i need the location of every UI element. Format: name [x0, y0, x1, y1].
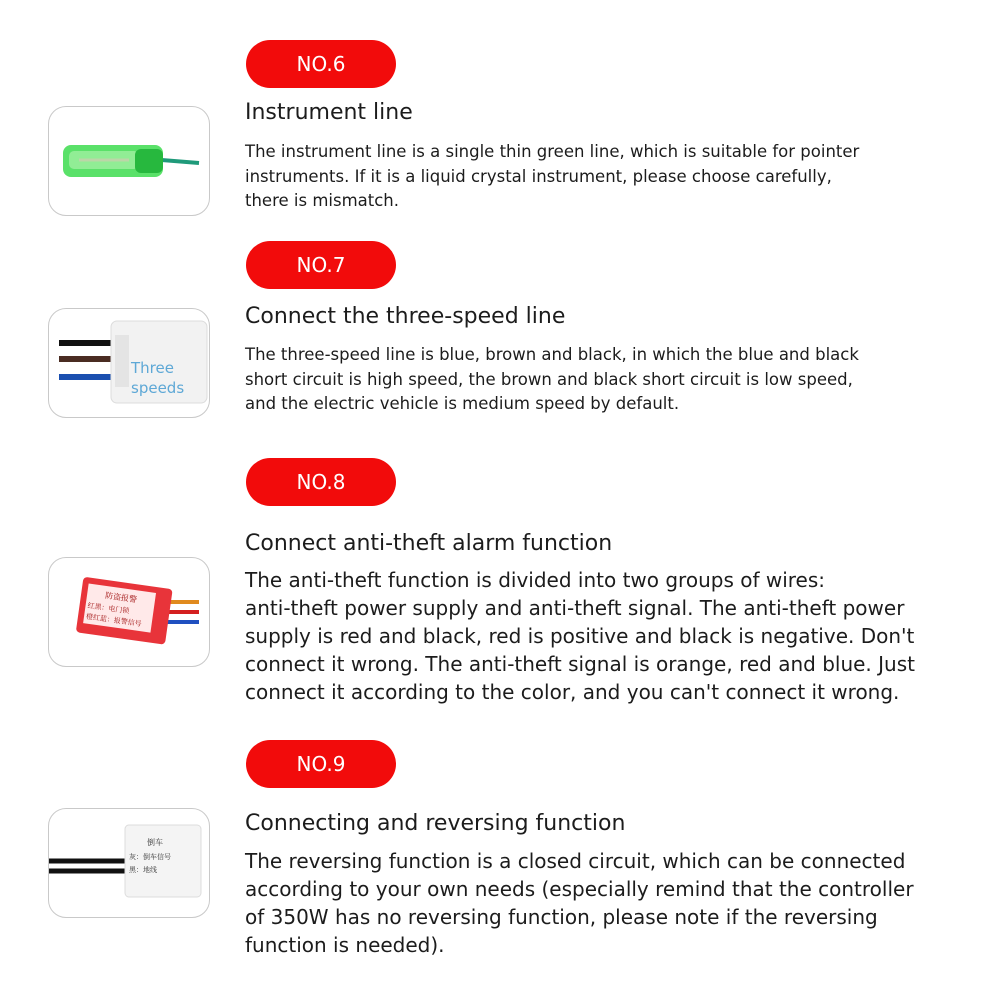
desc-line: short circuit is high speed, the brown and black short circuit is low speed,: [245, 369, 853, 389]
desc-line: according to your own needs (especially remind that the controller: [245, 877, 914, 901]
section-desc-reversing: [245, 847, 914, 959]
section-desc-anti-theft: [245, 566, 915, 706]
desc-line: The three-speed line is blue, brown and black, in which the blue and black: [245, 345, 859, 364]
section-title-anti-theft: Connect anti-theft alarm function: [245, 531, 613, 556]
badge-no-8: NO.8: [246, 458, 396, 506]
desc-line: of 350W has no reversing function, please note if the reversing: [245, 905, 878, 929]
section-desc-instrument-line: [245, 140, 859, 214]
desc-line: there is mismatch.: [245, 191, 400, 210]
section-title-three-speed: Connect the three-speed line: [245, 304, 566, 329]
section-desc-three-speed: [245, 343, 859, 417]
desc-line: connect it according to the color, and you can't connect it wrong.: [245, 680, 900, 704]
thumbnail-instrument-line: [48, 106, 210, 216]
red-alarm-connector-icon: [49, 558, 209, 666]
desc-line: The anti-theft function is divided into two groups of wires:: [245, 568, 826, 592]
three-speed-connector-icon: [49, 309, 209, 417]
thumbnail-three-speed: [48, 308, 210, 418]
desc-line: supply is red and black, red is positive and black is negative. Don't: [245, 624, 915, 648]
section-title-reversing: Connecting and reversing function: [245, 811, 626, 836]
alarm-label-line1: 防盗报警: [104, 590, 138, 605]
three-speeds-label-line2: speeds: [131, 379, 185, 397]
badge-no-9: NO.9: [246, 740, 396, 788]
desc-line: function is needed).: [245, 933, 445, 957]
alarm-label-line2: 红黑：电门锁: [87, 601, 130, 616]
desc-line: connect it wrong. The anti-theft signal is orange, red and blue. Just: [245, 652, 915, 676]
badge-no-7: NO.7: [246, 241, 396, 289]
reverse-label-line2: 灰：倒车信号: [129, 853, 171, 861]
desc-line: and the electric vehicle is medium speed by default.: [245, 394, 680, 413]
reverse-label-line1: 倒车: [147, 838, 163, 847]
reverse-connector-icon: [49, 809, 209, 917]
desc-line: The reversing function is a closed circuit, which can be connected: [245, 849, 906, 873]
thumbnail-reversing: [48, 808, 210, 918]
three-speeds-label-line1: Three: [131, 359, 174, 377]
desc-line: The instrument line is a single thin green line, which is suitable for pointer: [245, 142, 860, 161]
desc-line: instruments. If it is a liquid crystal instrument, please choose carefully,: [245, 166, 832, 186]
desc-line: anti-theft power supply and anti-theft signal. The anti-theft power: [245, 596, 905, 620]
badge-no-6: NO.6: [246, 40, 396, 88]
section-title-instrument-line: Instrument line: [245, 100, 413, 125]
green-connector-icon: [49, 107, 209, 215]
thumbnail-anti-theft: [48, 557, 210, 667]
alarm-label-line3: 橙红蓝：报警信号: [85, 612, 143, 629]
reverse-label-line3: 黑：地线: [129, 866, 157, 874]
